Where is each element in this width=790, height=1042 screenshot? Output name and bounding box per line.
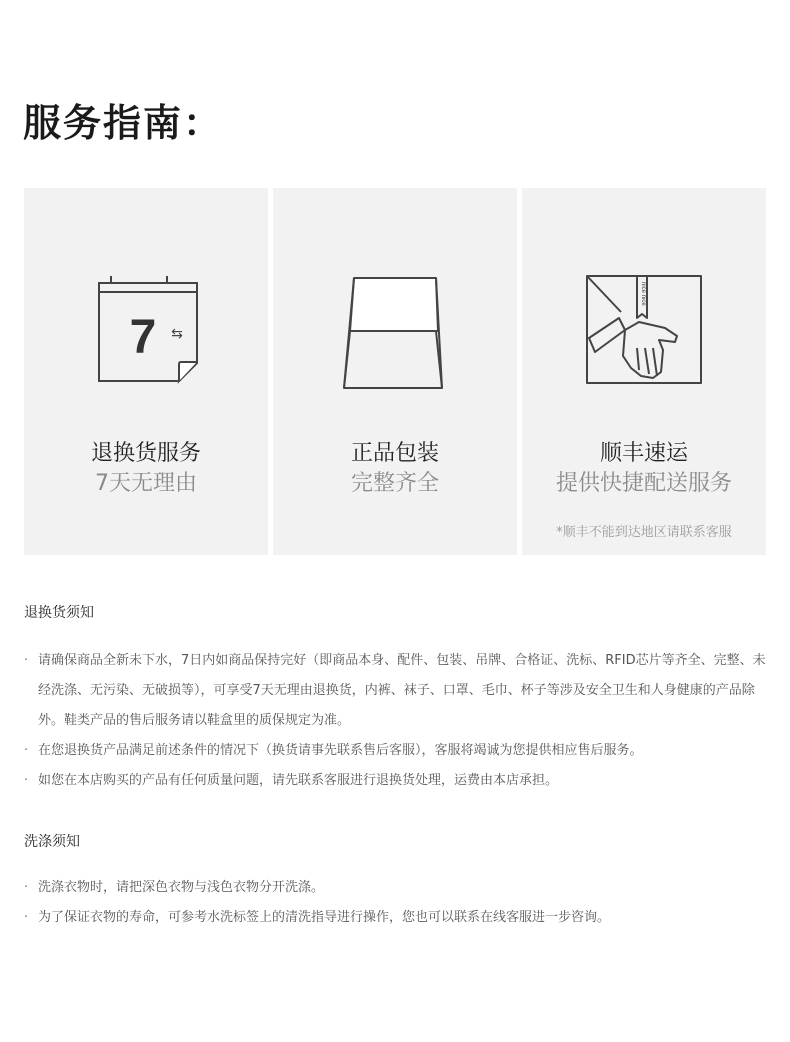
list-item xyxy=(24,873,774,903)
card-title: 顺丰速运 xyxy=(599,441,688,466)
card-subtitle: 提供快捷配送服务 xyxy=(555,471,732,496)
bullet: · xyxy=(24,653,29,668)
calendar-7-icon xyxy=(24,268,268,398)
card-title: 正品包装 xyxy=(350,441,439,466)
returns-notice-list xyxy=(24,646,774,796)
card-subtitle: 完整齐全 xyxy=(350,471,439,496)
list-item-text: 洗涤衣物时，请把深色衣物与浅色衣物分开洗涤。 xyxy=(38,880,325,895)
bullet: · xyxy=(24,773,29,788)
list-item xyxy=(24,903,774,933)
card-title: 退换货服务 xyxy=(90,441,201,466)
card-subtitle: 7天无理由 xyxy=(95,471,197,496)
page-title: 服务指南： xyxy=(23,101,224,145)
list-item xyxy=(24,766,774,796)
exchange-arrows-icon: ⇆ xyxy=(171,326,183,342)
list-item xyxy=(24,736,774,766)
returns-notice-title: 退换货须知 xyxy=(24,605,94,621)
list-item-text: 如您在本店购买的产品有任何质量问题，请先联系客服进行退换货处理，运费由本店承担。 xyxy=(38,773,559,788)
list-item xyxy=(24,646,774,736)
bullet: · xyxy=(24,880,29,895)
card-packaging xyxy=(273,188,517,555)
calendar-digit: 7 xyxy=(129,311,157,364)
list-item-text: 请确保商品全新未下水，7日内如商品保持完好（即商品本身、配件、包装、吊牌、合格证、洗标、RFID芯片等齐全、完整、未经洗涤、无污染、无破损等），可享受7天无理由退换货，内裤、袜子、口罩、毛巾、杯子等涉及安全卫生和人身健康的产品除外。鞋类产品的售后服务请以鞋盒里的质保规定为准。 xyxy=(38,653,766,728)
hand-box-icon xyxy=(522,268,766,398)
service-cards xyxy=(24,188,766,555)
bullet: · xyxy=(24,743,29,758)
card-shipping xyxy=(522,188,766,555)
washing-notice-title: 洗涤须知 xyxy=(24,834,80,850)
list-item-text: 在您退换货产品满足前述条件的情况下（换货请事先联系售后客服），客服将竭诚为您提供相应售后服务。 xyxy=(38,743,643,758)
list-item-text: 为了保证衣物的寿命，可参考水洗标签上的清洗指导进行操作，您也可以联系在线客服进一步咨询。 xyxy=(38,910,611,925)
tape-text: nice nice xyxy=(640,282,646,306)
washing-notice-list xyxy=(24,873,774,933)
card-returns xyxy=(24,188,268,555)
bullet: · xyxy=(24,910,29,925)
paper-bag-icon xyxy=(273,268,517,398)
card-note: *顺丰不能到达地区请联系客服 xyxy=(556,525,732,540)
